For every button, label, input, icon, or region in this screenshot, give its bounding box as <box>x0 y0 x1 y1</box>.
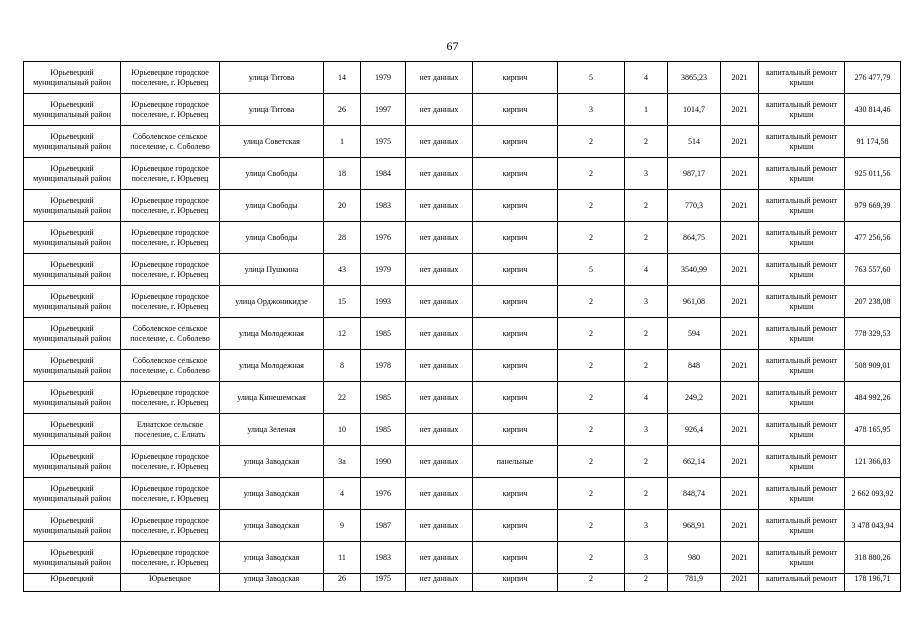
table-row <box>24 254 901 286</box>
cell-floors: 2 <box>558 478 625 510</box>
cell-year-built: 1983 <box>361 190 406 222</box>
cell-year-planned: 2021 <box>721 510 759 542</box>
cell-settlement: Елнатское сельское поселение, с. Елнать <box>121 414 220 446</box>
cell-wall-material: кирпич <box>473 318 558 350</box>
cell-house-number: 20 <box>324 190 361 222</box>
table-row <box>24 382 901 414</box>
cell-municipality: Юрьевецкий муниципальный район <box>24 254 121 286</box>
table-row <box>24 478 901 510</box>
cell-wall-material: кирпич <box>473 222 558 254</box>
cell-cost: 763 557,60 <box>845 254 901 286</box>
cell-wall-material: кирпич <box>473 190 558 222</box>
cell-street: улица Заводская <box>220 574 324 592</box>
cell-house-number: 14 <box>324 62 361 94</box>
cell-cost: 2 662 093,92 <box>845 478 901 510</box>
cell-entrances: 2 <box>625 126 668 158</box>
cell-area: 770,3 <box>668 190 721 222</box>
cell-municipality: Юрьевецкий муниципальный район <box>24 414 121 446</box>
cell-year-planned: 2021 <box>721 254 759 286</box>
cell-entrances: 4 <box>625 62 668 94</box>
cell-area: 1014,7 <box>668 94 721 126</box>
cell-work-type: капитальный ремонт крыши <box>759 382 845 414</box>
cell-year-planned: 2021 <box>721 542 759 574</box>
cell-street: улица Молодежная <box>220 350 324 382</box>
cell-year-planned: 2021 <box>721 478 759 510</box>
cell-wall-material: кирпич <box>473 382 558 414</box>
cell-year-built: 1985 <box>361 414 406 446</box>
table-row <box>24 126 901 158</box>
table-row <box>24 94 901 126</box>
cell-year-built: 1990 <box>361 446 406 478</box>
cell-floors: 2 <box>558 574 625 592</box>
cell-entrances: 3 <box>625 510 668 542</box>
table-row <box>24 190 901 222</box>
cell-entrances: 1 <box>625 94 668 126</box>
cell-floors: 2 <box>558 190 625 222</box>
cell-wall-material: кирпич <box>473 510 558 542</box>
cell-house-number: 15 <box>324 286 361 318</box>
cell-year-planned: 2021 <box>721 222 759 254</box>
cell-area: 926,4 <box>668 414 721 446</box>
cell-cost: 979 669,39 <box>845 190 901 222</box>
cell-area: 987,17 <box>668 158 721 190</box>
cell-year-built: 1983 <box>361 542 406 574</box>
cell-municipality: Юрьевецкий муниципальный район <box>24 286 121 318</box>
cell-wall-material: кирпич <box>473 254 558 286</box>
cell-house-number: 4 <box>324 478 361 510</box>
cell-work-type: капитальный ремонт крыши <box>759 190 845 222</box>
cell-work-type: капитальный ремонт <box>759 574 845 592</box>
cell-year-built: 1993 <box>361 286 406 318</box>
cell-area: 594 <box>668 318 721 350</box>
cell-municipality: Юрьевецкий муниципальный район <box>24 350 121 382</box>
cell-house-number: 18 <box>324 158 361 190</box>
cell-floors: 2 <box>558 510 625 542</box>
cell-area: 662,14 <box>668 446 721 478</box>
cell-street: улица Заводская <box>220 446 324 478</box>
cell-settlement: Юрьевецкое городское поселение, г. Юрьевец <box>121 446 220 478</box>
cell-area: 980 <box>668 542 721 574</box>
cell-year-planned: 2021 <box>721 126 759 158</box>
cell-house-number: 10 <box>324 414 361 446</box>
cell-wall-material: кирпич <box>473 574 558 592</box>
cell-municipality: Юрьевецкий муниципальный район <box>24 62 121 94</box>
cell-street: улица Пушкина <box>220 254 324 286</box>
cell-settlement: Юрьевецкое городское поселение, г. Юрьевец <box>121 158 220 190</box>
cell-work-type: капитальный ремонт крыши <box>759 254 845 286</box>
cell-work-type: капитальный ремонт крыши <box>759 286 845 318</box>
cell-settlement: Юрьевецкое городское поселение, г. Юрьевец <box>121 382 220 414</box>
cell-data-status: нет данных <box>406 158 473 190</box>
cell-floors: 2 <box>558 446 625 478</box>
cell-data-status: нет данных <box>406 62 473 94</box>
cell-settlement: Юрьевецкое городское поселение, г. Юрьевец <box>121 94 220 126</box>
cell-area: 249,2 <box>668 382 721 414</box>
cell-wall-material: кирпич <box>473 94 558 126</box>
cell-wall-material: кирпич <box>473 286 558 318</box>
cell-data-status: нет данных <box>406 222 473 254</box>
cell-street: улица Заводская <box>220 542 324 574</box>
cell-area: 848 <box>668 350 721 382</box>
cell-municipality: Юрьевецкий муниципальный район <box>24 94 121 126</box>
cell-cost: 3 478 043,94 <box>845 510 901 542</box>
cell-settlement: Юрьевецкое городское поселение, г. Юрьевец <box>121 62 220 94</box>
cell-year-built: 1979 <box>361 62 406 94</box>
cell-municipality: Юрьевецкий муниципальный район <box>24 318 121 350</box>
cell-data-status: нет данных <box>406 414 473 446</box>
cell-year-planned: 2021 <box>721 382 759 414</box>
cell-data-status: нет данных <box>406 510 473 542</box>
cell-house-number: 26 <box>324 94 361 126</box>
cell-year-built: 1975 <box>361 574 406 592</box>
cell-street: улица Титова <box>220 62 324 94</box>
cell-municipality: Юрьевецкий <box>24 574 121 592</box>
cell-municipality: Юрьевецкий муниципальный район <box>24 190 121 222</box>
cell-house-number: 12 <box>324 318 361 350</box>
cell-year-built: 1984 <box>361 158 406 190</box>
cell-entrances: 2 <box>625 318 668 350</box>
cell-entrances: 2 <box>625 478 668 510</box>
cell-entrances: 2 <box>625 446 668 478</box>
cell-floors: 5 <box>558 254 625 286</box>
cell-house-number: 43 <box>324 254 361 286</box>
cell-floors: 2 <box>558 414 625 446</box>
cell-area: 514 <box>668 126 721 158</box>
cell-data-status: нет данных <box>406 542 473 574</box>
cell-work-type: капитальный ремонт крыши <box>759 414 845 446</box>
cell-entrances: 2 <box>625 222 668 254</box>
cell-data-status: нет данных <box>406 574 473 592</box>
cell-floors: 2 <box>558 350 625 382</box>
cell-data-status: нет данных <box>406 126 473 158</box>
cell-data-status: нет данных <box>406 318 473 350</box>
cell-entrances: 4 <box>625 382 668 414</box>
cell-street: улица Советская <box>220 126 324 158</box>
cell-year-built: 1976 <box>361 478 406 510</box>
cell-entrances: 2 <box>625 574 668 592</box>
cell-year-planned: 2021 <box>721 414 759 446</box>
cell-entrances: 2 <box>625 350 668 382</box>
cell-year-built: 1987 <box>361 510 406 542</box>
cell-year-built: 1978 <box>361 350 406 382</box>
cell-work-type: капитальный ремонт крыши <box>759 158 845 190</box>
cell-area: 3865,23 <box>668 62 721 94</box>
table-row <box>24 542 901 574</box>
cell-settlement: Юрьевецкое городское поселение, г. Юрьевец <box>121 542 220 574</box>
cell-municipality: Юрьевецкий муниципальный район <box>24 382 121 414</box>
cell-house-number: 3а <box>324 446 361 478</box>
cell-year-built: 1985 <box>361 382 406 414</box>
table-row <box>24 574 901 592</box>
cell-data-status: нет данных <box>406 286 473 318</box>
cell-work-type: капитальный ремонт крыши <box>759 542 845 574</box>
cell-street: улица Заводская <box>220 510 324 542</box>
cell-settlement: Соболевское сельское поселение, с. Соболево <box>121 126 220 158</box>
cell-street: улица Титова <box>220 94 324 126</box>
cell-work-type: капитальный ремонт крыши <box>759 350 845 382</box>
table-body <box>24 62 901 592</box>
cell-cost: 276 477,79 <box>845 62 901 94</box>
cell-settlement: Юрьевецкое городское поселение, г. Юрьевец <box>121 254 220 286</box>
cell-floors: 2 <box>558 286 625 318</box>
cell-settlement: Соболевское сельское поселение, с. Соболево <box>121 318 220 350</box>
cell-cost: 91 174,58 <box>845 126 901 158</box>
table-row <box>24 158 901 190</box>
cell-wall-material: кирпич <box>473 478 558 510</box>
cell-data-status: нет данных <box>406 446 473 478</box>
cell-municipality: Юрьевецкий муниципальный район <box>24 158 121 190</box>
cell-settlement: Юрьевецкое городское поселение, г. Юрьевец <box>121 478 220 510</box>
cell-street: улица Заводская <box>220 478 324 510</box>
cell-data-status: нет данных <box>406 94 473 126</box>
cell-floors: 2 <box>558 382 625 414</box>
cell-year-planned: 2021 <box>721 318 759 350</box>
cell-municipality: Юрьевецкий муниципальный район <box>24 510 121 542</box>
cell-data-status: нет данных <box>406 190 473 222</box>
cell-settlement: Юрьевецкое городское поселение, г. Юрьевец <box>121 286 220 318</box>
cell-floors: 3 <box>558 94 625 126</box>
cell-street: улица Свободы <box>220 190 324 222</box>
cell-cost: 121 366,83 <box>845 446 901 478</box>
cell-floors: 2 <box>558 158 625 190</box>
cell-data-status: нет данных <box>406 350 473 382</box>
cell-work-type: капитальный ремонт крыши <box>759 126 845 158</box>
cell-house-number: 22 <box>324 382 361 414</box>
cell-settlement: Юрьевецкое <box>121 574 220 592</box>
cell-municipality: Юрьевецкий муниципальный район <box>24 126 121 158</box>
cell-year-planned: 2021 <box>721 94 759 126</box>
housing-repair-table <box>23 61 901 592</box>
cell-settlement: Юрьевецкое городское поселение, г. Юрьевец <box>121 510 220 542</box>
cell-settlement: Соболевское сельское поселение, с. Соболево <box>121 350 220 382</box>
cell-settlement: Юрьевецкое городское поселение, г. Юрьевец <box>121 190 220 222</box>
cell-street: улица Кинешемская <box>220 382 324 414</box>
cell-work-type: капитальный ремонт крыши <box>759 318 845 350</box>
cell-entrances: 3 <box>625 542 668 574</box>
cell-wall-material: кирпич <box>473 158 558 190</box>
table-row <box>24 350 901 382</box>
cell-floors: 2 <box>558 542 625 574</box>
cell-cost: 430 814,46 <box>845 94 901 126</box>
cell-cost: 318 880,26 <box>845 542 901 574</box>
cell-wall-material: панельные <box>473 446 558 478</box>
table-container <box>23 61 894 591</box>
cell-year-built: 1975 <box>361 126 406 158</box>
cell-street: улица Молодежная <box>220 318 324 350</box>
cell-area: 848,74 <box>668 478 721 510</box>
cell-street: улица Свободы <box>220 158 324 190</box>
cell-year-planned: 2021 <box>721 350 759 382</box>
cell-house-number: 8 <box>324 350 361 382</box>
cell-wall-material: кирпич <box>473 542 558 574</box>
cell-entrances: 3 <box>625 414 668 446</box>
cell-entrances: 3 <box>625 158 668 190</box>
cell-data-status: нет данных <box>406 254 473 286</box>
cell-wall-material: кирпич <box>473 62 558 94</box>
cell-house-number: 9 <box>324 510 361 542</box>
cell-work-type: капитальный ремонт крыши <box>759 478 845 510</box>
cell-municipality: Юрьевецкий муниципальный район <box>24 542 121 574</box>
cell-year-planned: 2021 <box>721 446 759 478</box>
cell-house-number: 26 <box>324 574 361 592</box>
table-row <box>24 62 901 94</box>
cell-year-planned: 2021 <box>721 158 759 190</box>
cell-floors: 2 <box>558 318 625 350</box>
cell-municipality: Юрьевецкий муниципальный район <box>24 446 121 478</box>
cell-cost: 925 011,56 <box>845 158 901 190</box>
cell-work-type: капитальный ремонт крыши <box>759 222 845 254</box>
cell-street: улица Орджоникидзе <box>220 286 324 318</box>
cell-house-number: 28 <box>324 222 361 254</box>
cell-floors: 5 <box>558 62 625 94</box>
cell-work-type: капитальный ремонт крыши <box>759 94 845 126</box>
cell-settlement: Юрьевецкое городское поселение, г. Юрьевец <box>121 222 220 254</box>
cell-floors: 2 <box>558 222 625 254</box>
cell-floors: 2 <box>558 126 625 158</box>
cell-cost: 778 329,53 <box>845 318 901 350</box>
cell-work-type: капитальный ремонт крыши <box>759 62 845 94</box>
cell-municipality: Юрьевецкий муниципальный район <box>24 478 121 510</box>
cell-entrances: 3 <box>625 286 668 318</box>
cell-year-planned: 2021 <box>721 190 759 222</box>
cell-cost: 207 238,08 <box>845 286 901 318</box>
cell-area: 864,75 <box>668 222 721 254</box>
cell-year-built: 1976 <box>361 222 406 254</box>
page-number: 67 <box>446 39 459 53</box>
cell-cost: 478 165,95 <box>845 414 901 446</box>
cell-wall-material: кирпич <box>473 126 558 158</box>
cell-cost: 477 256,56 <box>845 222 901 254</box>
cell-house-number: 11 <box>324 542 361 574</box>
cell-data-status: нет данных <box>406 478 473 510</box>
cell-street: улица Зеленая <box>220 414 324 446</box>
cell-wall-material: кирпич <box>473 350 558 382</box>
cell-work-type: капитальный ремонт крыши <box>759 446 845 478</box>
cell-street: улица Свободы <box>220 222 324 254</box>
cell-wall-material: кирпич <box>473 414 558 446</box>
cell-area: 961,08 <box>668 286 721 318</box>
cell-entrances: 2 <box>625 190 668 222</box>
table-row <box>24 446 901 478</box>
cell-entrances: 4 <box>625 254 668 286</box>
cell-cost: 178 196,71 <box>845 574 901 592</box>
cell-work-type: капитальный ремонт крыши <box>759 510 845 542</box>
cell-year-planned: 2021 <box>721 62 759 94</box>
table-row <box>24 222 901 254</box>
cell-area: 968,91 <box>668 510 721 542</box>
cell-year-built: 1997 <box>361 94 406 126</box>
cell-area: 3540,99 <box>668 254 721 286</box>
cell-cost: 484 992,26 <box>845 382 901 414</box>
cell-municipality: Юрьевецкий муниципальный район <box>24 222 121 254</box>
cell-house-number: 1 <box>324 126 361 158</box>
cell-year-planned: 2021 <box>721 574 759 592</box>
cell-cost: 508 909,01 <box>845 350 901 382</box>
table-row <box>24 318 901 350</box>
cell-year-built: 1985 <box>361 318 406 350</box>
table-row <box>24 286 901 318</box>
table-row <box>24 414 901 446</box>
cell-data-status: нет данных <box>406 382 473 414</box>
table-row <box>24 510 901 542</box>
cell-year-planned: 2021 <box>721 286 759 318</box>
cell-year-built: 1979 <box>361 254 406 286</box>
cell-area: 781,9 <box>668 574 721 592</box>
